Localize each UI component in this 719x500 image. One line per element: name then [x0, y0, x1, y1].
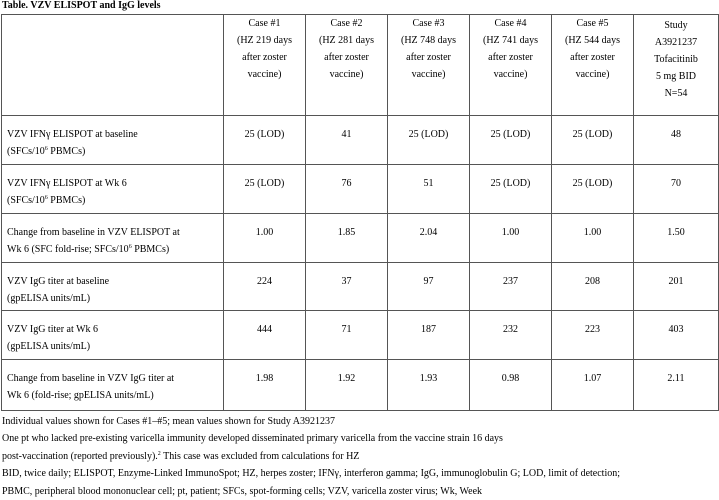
- row-label-line: VZV IFNγ ELISPOT at baseline: [7, 129, 138, 140]
- table-row: [2, 360, 719, 411]
- header-line: vaccine): [329, 69, 364, 80]
- header-case-1: [224, 15, 306, 116]
- row-label-text: (SFCs/10: [7, 195, 45, 206]
- row-label-text: PBMCs): [47, 146, 86, 157]
- value-text: 1.93: [419, 373, 438, 384]
- value-cell: [224, 214, 306, 263]
- header-line: (HZ 219 days: [237, 35, 292, 46]
- header-line: (HZ 741 days: [483, 35, 538, 46]
- header-line: Case #3: [412, 18, 445, 29]
- value-text: 25 (LOD): [244, 129, 285, 140]
- value-cell: [552, 214, 634, 263]
- value-text: 1.00: [501, 227, 520, 238]
- value-text: 208: [585, 276, 600, 287]
- header-line: Tofacitinib: [654, 54, 698, 65]
- value-cell: [634, 165, 719, 214]
- header-case-2: [306, 15, 388, 116]
- row-label-line: VZV IFNγ ELISPOT at Wk 6: [7, 178, 127, 189]
- footnotes: [2, 413, 717, 500]
- header-case-4: [470, 15, 552, 116]
- value-cell: [634, 263, 719, 311]
- header-row: [2, 15, 719, 116]
- header-line: N=54: [664, 88, 688, 99]
- header-line: 5 mg BID: [656, 71, 696, 82]
- row-label-line: VZV IgG titer at Wk 6: [7, 324, 99, 335]
- row-label: [2, 360, 224, 411]
- row-label-line: [7, 338, 223, 355]
- header-line: Study: [664, 20, 688, 31]
- results-table: [1, 14, 719, 411]
- value-cell: [388, 116, 470, 165]
- value-cell: [388, 165, 470, 214]
- row-label-text: Wk 6 (fold-rise; gpELISA units/mL): [7, 390, 154, 401]
- row-label-text: (SFCs/10: [7, 146, 45, 157]
- value-text: 223: [585, 324, 600, 335]
- superscript: 2: [157, 450, 161, 457]
- header-case-3: [388, 15, 470, 116]
- footnote-line: One pt who lacked pre-existing varicella immunity developed disseminated primary varicella from the vaccine strain 16 days: [2, 433, 503, 445]
- header-line: after zoster: [406, 52, 451, 63]
- value-cell: [388, 263, 470, 311]
- footnote-line: [2, 448, 717, 465]
- row-label: [2, 165, 224, 214]
- table-row: [2, 311, 719, 360]
- table-row: [2, 165, 719, 214]
- value-text: 1.98: [255, 373, 274, 384]
- value-text: 25 (LOD): [490, 178, 531, 189]
- value-text: 97: [423, 276, 434, 287]
- value-text: 201: [668, 276, 684, 287]
- footnote-line: Individual values shown for Cases #1–#5; mean values shown for Study A3921237: [2, 416, 336, 427]
- header-line: (HZ 281 days: [319, 35, 374, 46]
- value-text: 1.07: [583, 373, 602, 384]
- row-label-line: [7, 143, 223, 160]
- row-label-text: PBMCs): [131, 244, 170, 255]
- value-cell: [224, 360, 306, 411]
- header-line: Case #1: [248, 18, 281, 29]
- value-cell: [470, 116, 552, 165]
- superscript: 6: [44, 146, 48, 152]
- value-cell: [470, 165, 552, 214]
- row-label-line: Change from baseline in VZV ELISPOT at: [7, 227, 180, 238]
- value-cell: [306, 165, 388, 214]
- table-row: [2, 214, 719, 263]
- header-line: A3921237: [654, 37, 698, 48]
- value-cell: [470, 360, 552, 411]
- value-text: 1.50: [667, 227, 685, 238]
- value-cell: [470, 263, 552, 311]
- value-cell: [634, 360, 719, 411]
- value-text: 25 (LOD): [572, 129, 613, 140]
- footnote-line: PBMC, peripheral blood mononuclear cell; pt, patient; SFCs, spot-forming cells; VZV, varicella zoster virus; Wk, Week: [2, 485, 483, 497]
- row-label-line: VZV IgG titer at baseline: [7, 276, 110, 287]
- value-text: 0.98: [501, 373, 520, 384]
- row-label-line: [7, 241, 223, 258]
- row-label-line: [7, 290, 223, 307]
- header-line: vaccine): [411, 69, 446, 80]
- value-cell: [306, 116, 388, 165]
- value-text: 76: [341, 178, 352, 189]
- value-cell: [470, 214, 552, 263]
- footnote-line: BID, twice daily; ELISPOT, Enzyme-Linked ImmunoSpot; HZ, herpes zoster; IFNγ, interferon gamma; IgG, immunoglobulin G; LOD, limit of detection;: [2, 468, 621, 480]
- value-cell: [552, 263, 634, 311]
- value-text: 187: [421, 324, 436, 335]
- value-text: 37: [341, 276, 352, 287]
- row-label: [2, 311, 224, 360]
- value-text: 71: [341, 324, 352, 335]
- value-text: 51: [423, 178, 434, 189]
- value-text: 25 (LOD): [408, 129, 449, 140]
- value-cell: [634, 311, 719, 360]
- table-title: Table. VZV ELISPOT and IgG levels: [2, 0, 161, 11]
- row-label-line: [7, 192, 223, 209]
- value-cell: [224, 116, 306, 165]
- value-cell: [224, 165, 306, 214]
- value-cell: [388, 214, 470, 263]
- row-label-line: [7, 387, 223, 404]
- table-row: [2, 263, 719, 311]
- header-line: after zoster: [242, 52, 287, 63]
- header-line: after zoster: [570, 52, 615, 63]
- header-line: Case #4: [494, 18, 527, 29]
- table-row: [2, 116, 719, 165]
- value-cell: [388, 360, 470, 411]
- header-line: (HZ 748 days: [401, 35, 456, 46]
- footnote-text: This case was excluded from calculations for HZ: [160, 450, 360, 462]
- value-text: 1.00: [583, 227, 602, 238]
- header-case-5: [552, 15, 634, 116]
- superscript: 6: [44, 195, 48, 201]
- value-cell: [552, 165, 634, 214]
- value-text: 25 (LOD): [572, 178, 613, 189]
- value-text: 444: [257, 324, 272, 335]
- row-label-text: PBMCs): [47, 195, 86, 206]
- row-label-text: (gpELISA units/mL): [7, 341, 91, 352]
- row-label: [2, 214, 224, 263]
- value-cell: [552, 311, 634, 360]
- value-cell: [306, 311, 388, 360]
- header-line: after zoster: [324, 52, 369, 63]
- header-line: (HZ 544 days: [565, 35, 620, 46]
- value-text: 25 (LOD): [244, 178, 285, 189]
- value-text: 25 (LOD): [490, 129, 531, 140]
- row-label-line: Change from baseline in VZV IgG titer at: [7, 373, 175, 384]
- value-cell: [552, 116, 634, 165]
- value-text: 1.85: [337, 227, 356, 238]
- value-text: 1.00: [255, 227, 274, 238]
- row-label-text: Wk 6 (SFC fold-rise; SFCs/10: [7, 244, 129, 255]
- value-text: 224: [257, 276, 272, 287]
- row-label: [2, 263, 224, 311]
- value-text: 41: [341, 129, 352, 140]
- value-cell: [470, 311, 552, 360]
- value-text: 1.92: [337, 373, 356, 384]
- superscript: 6: [128, 244, 132, 250]
- value-cell: [388, 311, 470, 360]
- header-study: [634, 15, 719, 116]
- header-line: vaccine): [247, 69, 282, 80]
- value-text: 2.11: [667, 373, 685, 384]
- value-cell: [306, 263, 388, 311]
- header-line: after zoster: [488, 52, 533, 63]
- value-text: 403: [668, 324, 684, 335]
- header-line: vaccine): [575, 69, 610, 80]
- header-line: Case #5: [576, 18, 609, 29]
- value-cell: [224, 263, 306, 311]
- value-cell: [306, 214, 388, 263]
- value-cell: [634, 116, 719, 165]
- value-text: 48: [671, 129, 681, 140]
- header-corner-cell: [2, 15, 224, 116]
- value-text: 232: [503, 324, 518, 335]
- value-cell: [634, 214, 719, 263]
- header-line: vaccine): [493, 69, 528, 80]
- value-cell: [224, 311, 306, 360]
- header-line: Case #2: [330, 18, 363, 29]
- value-text: 2.04: [419, 227, 438, 238]
- value-text: 70: [671, 178, 681, 189]
- value-text: 237: [503, 276, 518, 287]
- value-cell: [306, 360, 388, 411]
- value-cell: [552, 360, 634, 411]
- row-label: [2, 116, 224, 165]
- footnote-text: post-vaccination (reported previously).: [2, 450, 158, 462]
- row-label-text: (gpELISA units/mL): [7, 293, 91, 304]
